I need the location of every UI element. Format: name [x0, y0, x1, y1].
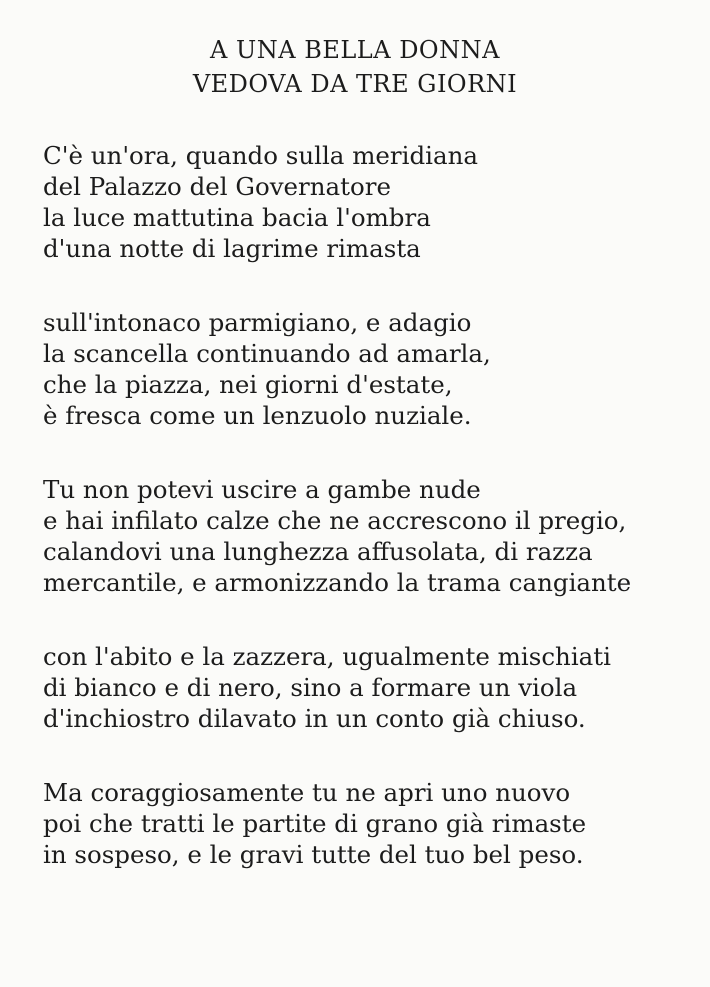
- verse-line: la scancella continuando ad amarla,: [43, 339, 491, 368]
- stanza-3: [43, 474, 690, 598]
- title-line-2: VEDOVA DA TRE GIORNI: [192, 70, 518, 98]
- verse-line: in sospeso, e le gravi tutte del tuo bel peso.: [43, 840, 584, 869]
- verse-line: di bianco e di nero, sino a formare un viola: [43, 673, 578, 702]
- verse-line: d'inchiostro dilavato in un conto già chiuso.: [43, 704, 586, 733]
- stanza-2: [43, 307, 690, 431]
- title-line-1: A UNA BELLA DONNA: [210, 36, 500, 64]
- verse-line: sull'intonaco parmigiano, e adagio: [43, 308, 472, 337]
- stanza-5: [43, 777, 690, 870]
- verse-line: che la piazza, nei giorni d'estate,: [43, 370, 453, 399]
- verse-line: d'una notte di lagrime rimasta: [43, 234, 421, 263]
- verse-line: C'è un'ora, quando sulla meridiana: [43, 141, 478, 170]
- verse-line: Ma coraggiosamente tu ne apri uno nuovo: [43, 778, 571, 807]
- verse-line: con l'abito e la zazzera, ugualmente mischiati: [43, 642, 611, 671]
- stanza-4: [43, 641, 690, 734]
- verse-line: la luce mattutina bacia l'ombra: [43, 203, 431, 232]
- verse-line: Tu non potevi uscire a gambe nude: [43, 475, 481, 504]
- verse-line: è fresca come un lenzuolo nuziale.: [43, 401, 472, 430]
- stanza-1: [43, 140, 690, 264]
- verse-line: poi che tratti le partite di grano già rimaste: [43, 809, 587, 838]
- verse-line: mercantile, e armonizzando la trama cangiante: [43, 568, 632, 597]
- poem-body: [43, 140, 690, 870]
- poem-title: [0, 0, 710, 101]
- verse-line: del Palazzo del Governatore: [43, 172, 391, 201]
- verse-line: e hai infilato calze che ne accrescono il pregio,: [43, 506, 627, 535]
- verse-line: calandovi una lunghezza affusolata, di razza: [43, 537, 593, 566]
